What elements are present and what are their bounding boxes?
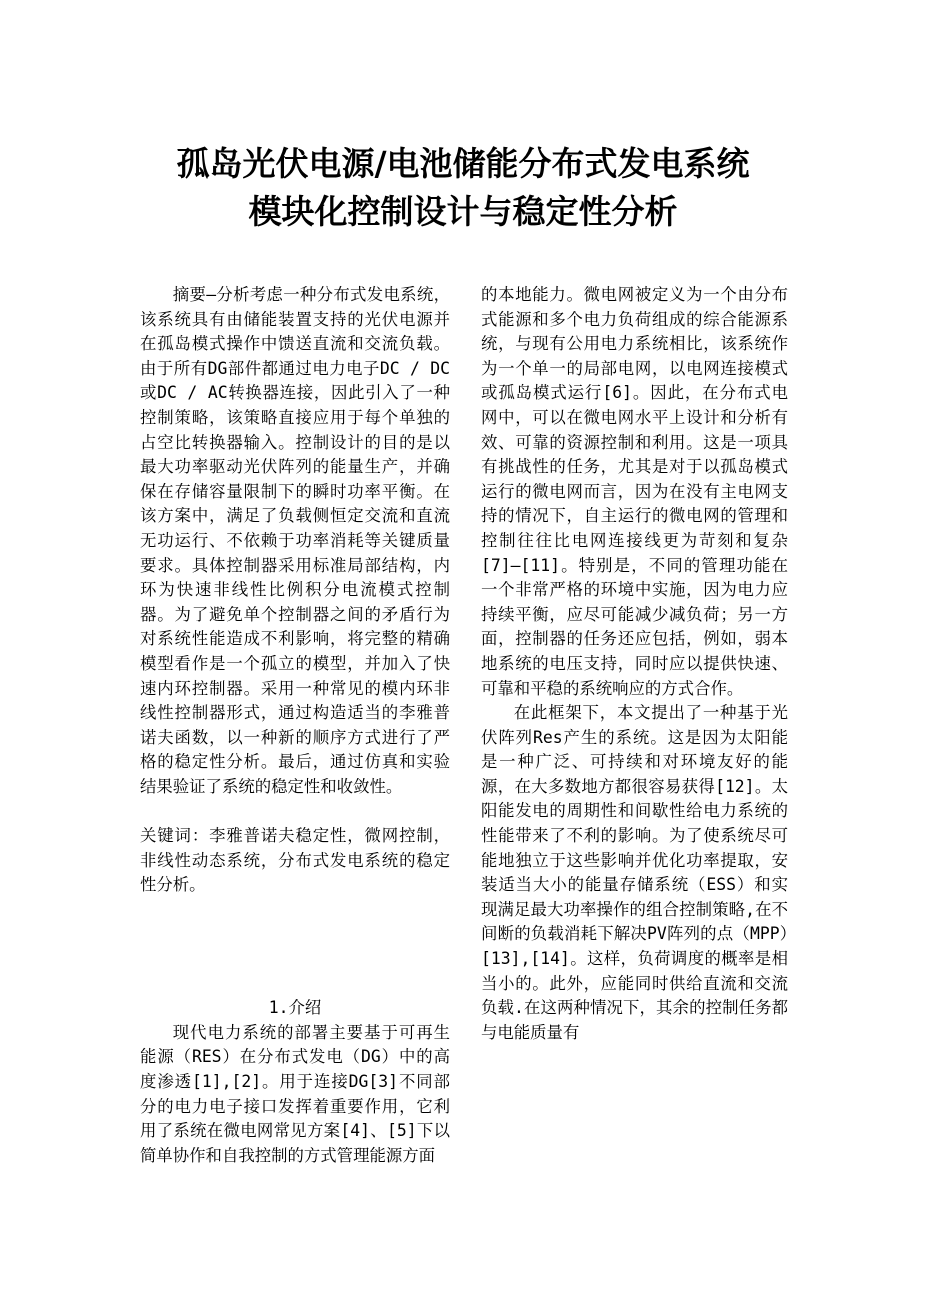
paper-title-line-1: 孤岛光伏电源/电池储能分布式发电系统: [176, 144, 750, 183]
left-column: [140, 283, 450, 1168]
intro-paragraph-1: 现代电力系统的部署主要基于可再生能源（RES）在分布式发电（DG）中的高度渗透[1],[2]。用于连接DG[3]不同部分的电力电子接口发挥着重要作用，它利用了系统在微电网常见方案[4]、[5]下以简单协作和自我控制的方式管理能源方面: [140, 1022, 450, 1165]
keywords-paragraph: 关键词：李雅普诺夫稳定性，微网控制，非线性动态系统，分布式发电系统的稳定性分析。: [140, 826, 450, 895]
section-heading-introduction: 1.介绍: [268, 998, 322, 1018]
intro-paragraph-2: 在此框架下，本文提出了一种基于光伏阵列Res产生的系统。这是因为太阳能是一种广泛、可持续和对环境友好的能源，在大多数地方都很容易获得[12]。太阳能发电的周期性和间歇性给电力系统的性能带来了不利的影响。为了使系统尽可能地独立于这些影响并优化功率提取，安装适当大小的能量存储系统（ESS）和实现满足最大功率操作的组合控制策略,在不间断的负载消耗下解决PV阵列的点（MPP）[13],[14]。这样，负荷调度的概率是相当小的。此外，应能同时供给直流和交流负载.在这两种情况下，其余的控制任务都与电能质量有: [481, 703, 788, 1042]
right-column: [481, 283, 788, 1045]
intro-paragraph-1-continued: 的本地能力。微电网被定义为一个由分布式能源和多个电力负荷组成的综合能源系统，与现有公用电力系统相比，该系统作为一个单一的局部电网，以电网连接模式或孤岛模式运行[6]。因此，在分布式电网中，可以在微电网水平上设计和分析有效、可靠的资源控制和利用。这是一项具有挑战性的任务，尤其是对于以孤岛模式运行的微电网而言，因为在没有主电网支持的情况下，自主运行的微电网的管理和控制往往比电网连接线更为苛刻和复杂[7]–[11]。特别是，不同的管理功能在一个非常严格的环境中实施，因为电力应持续平衡，应尽可能减少减负荷；另一方面，控制器的任务还应包括，例如，弱本地系统的电压支持，同时应以提供快速、可靠和平稳的系统响应的方式合作。: [481, 285, 788, 698]
spacer: [140, 898, 450, 972]
abstract-paragraph: 摘要—分析考虑一种分布式发电系统，该系统具有由储能装置支持的光伏电源并在孤岛模式操作中馈送直流和交流负载。由于所有DG部件都通过电力电子DC / DC或DC / AC转换器连接，因此引入了一种控制策略，该策略直接应用于每个单独的占空比转换器输入。控制设计的目的是以最大功率驱动光伏阵列的能量生产，并确保在存储容量限制下的瞬时功率平衡。在该方案中，满足了负载侧恒定交流和直流无功运行、不依赖于功率消耗等关键质量要求。具体控制器采用标准局部结构，内环为快速非线性比例积分电流模式控制器。为了避免单个控制器之间的矛盾行为对系统性能造成不利影响，将完整的精确模型看作是一个孤立的模型，并加入了快速内环控制器。采用一种常见的模内环非线性控制器形式，通过构造适当的李雅普诺夫函数，以一种新的顺序方式进行了严格的稳定性分析。最后，通过仿真和实验结果验证了系统的稳定性和收敛性。: [140, 285, 450, 796]
paper-title-line-2: 模块化控制设计与稳定性分析: [248, 192, 678, 231]
spacer: [140, 972, 450, 997]
spacer: [140, 799, 450, 824]
